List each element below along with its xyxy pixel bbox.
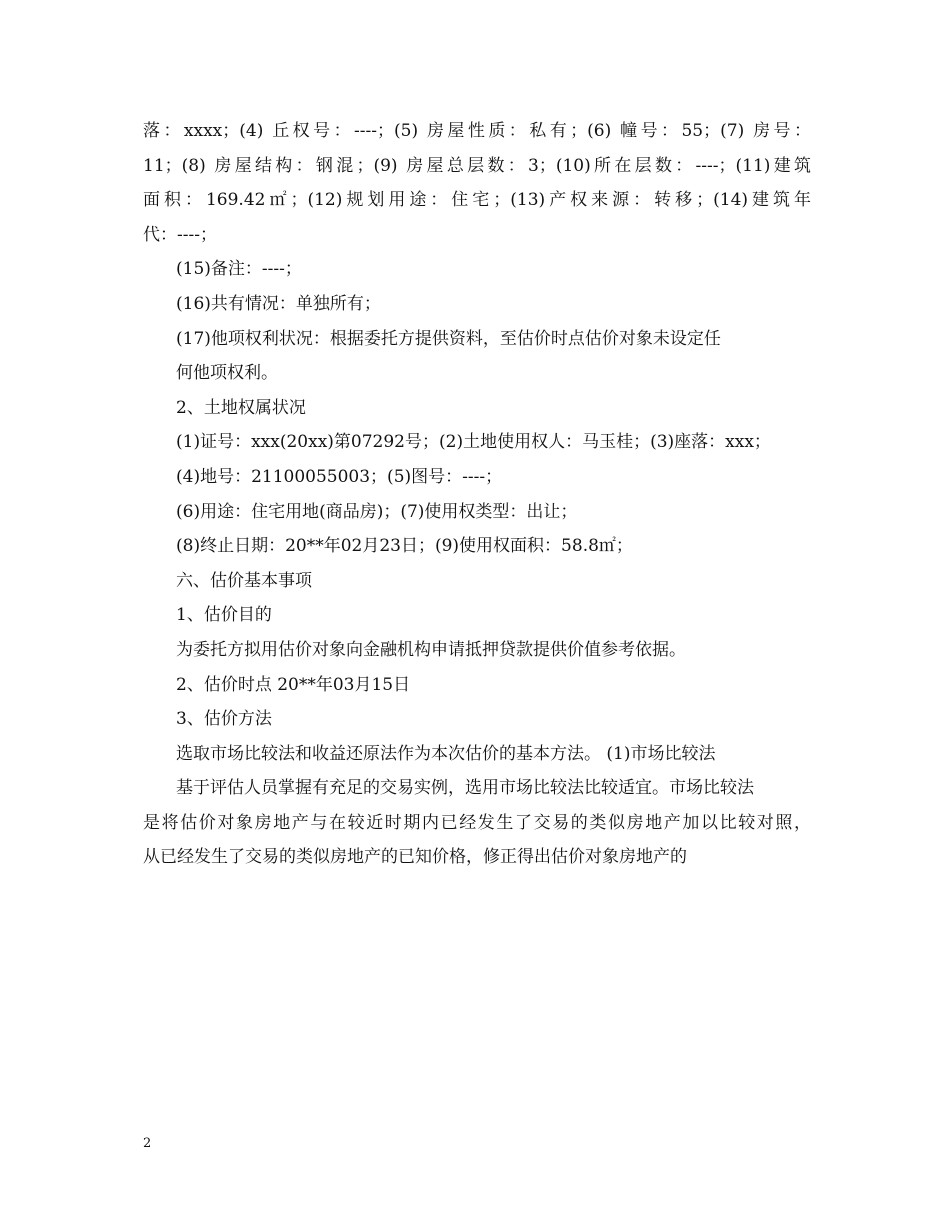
section-heading: 六、估价基本事项 (176, 570, 312, 591)
text-line: 11；(8) 房屋结构：钢混；(9) 房屋总层数：3；(10)所在层数：----；(11)建筑 (143, 155, 811, 176)
text-line: (6)用途：住宅用地(商品房)；(7)使用权类型：出让； (176, 501, 578, 522)
text-line: 是将估价对象房地产与在较近时期内已经发生了交易的类似房地产加以比较对照， (143, 812, 811, 833)
text-line: (1)证号：xxx(20xx)第07292号；(2)土地使用权人：马玉桂；(3)座落：xxx； (176, 432, 771, 453)
section-heading: 3、估价方法 (176, 709, 272, 730)
section-heading: 2、土地权属状况 (176, 397, 306, 418)
text-line: 面积：169.42㎡；(12)规划用途：住宅；(13)产权来源：转移；(14)建筑年 (143, 190, 811, 211)
text-line: 从已经发生了交易的类似房地产的已知价格，修正得出估价对象房地产的 (143, 847, 687, 868)
text-line: (17)他项权利状况：根据委托方提供资料，至估价时点估价对象未设定任 (176, 328, 721, 349)
section-heading: 1、估价目的 (176, 605, 272, 626)
text-line: (8)终止日期：20**年02月23日；(9)使用权面积：58.8㎡； (176, 536, 633, 557)
text-line: 何他项权利。 (176, 363, 278, 384)
document-body (143, 114, 811, 875)
text-line: 为委托方拟用估价对象向金融机构申请抵押贷款提供价值参考依据。 (176, 639, 686, 660)
section-heading: 2、估价时点 20**年03月15日 (176, 674, 411, 695)
text-line: (4)地号：21100055003；(5)图号：----； (176, 466, 503, 487)
text-line: 选取市场比较法和收益还原法作为本次估价的基本方法。 (1)市场比较法 (176, 743, 716, 764)
text-line: (16)共有情况：单独所有； (176, 293, 381, 314)
page-number: 2 (143, 1136, 152, 1151)
text-line: 落：xxxx；(4) 丘权号：----；(5) 房屋性质：私有；(6) 幢号：55；(7) 房号： (143, 121, 811, 141)
text-line: (15)备注：----； (176, 259, 302, 280)
text-line: 基于评估人员掌握有充足的交易实例，选用市场比较法比较适宜。市场比较法 (176, 778, 754, 799)
text-line: 代：----； (143, 224, 217, 245)
